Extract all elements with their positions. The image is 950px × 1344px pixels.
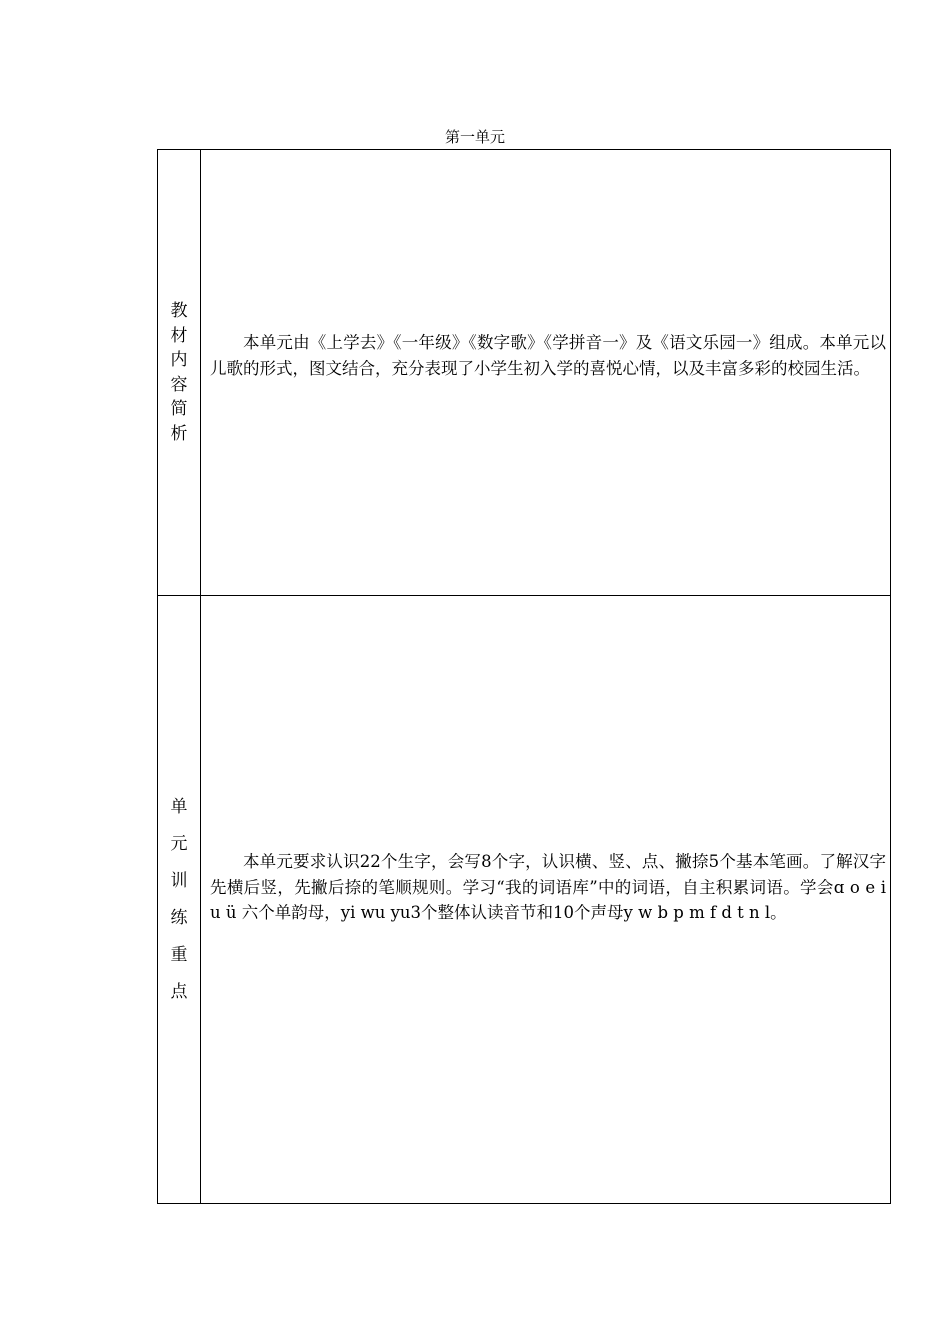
section-content-material-analysis: 本单元由《上学去》《一年级》《数字歌》《学拼音一》及《语文乐园一》组成。本单元以儿歌的形式，图文结合，充分表现了小学生初入学的喜悦心情，以及丰富多彩的校园生活。 xyxy=(210,333,886,378)
label-cell-training-focus xyxy=(158,596,201,1203)
content-table xyxy=(157,149,891,1204)
content-cell-material-analysis xyxy=(201,150,890,595)
page-title: 第一单元 xyxy=(444,128,505,146)
content-cell-training-focus xyxy=(201,596,890,1203)
section-label-material-analysis: 教材内容简析 xyxy=(170,301,188,444)
section-content-training-focus: 本单元要求认识22个生字，会写8个字，认识横、竖、点、撇捺5个基本笔画。了解汉字先横后竖，先撇后捺的笔顺规则。学习“我的词语库”中的词语，自主积累词语。学会ɑ o e i u ü 六个单韵母，yi wu yu3个整体认读音节和10个声母y w b p m f d t n l。 xyxy=(210,852,886,923)
section-label-training-focus: 单元训练重点 xyxy=(170,796,188,1002)
table-row-training-focus xyxy=(158,596,890,1203)
label-cell-material-analysis xyxy=(158,150,201,595)
table-row-material-analysis xyxy=(158,150,890,596)
